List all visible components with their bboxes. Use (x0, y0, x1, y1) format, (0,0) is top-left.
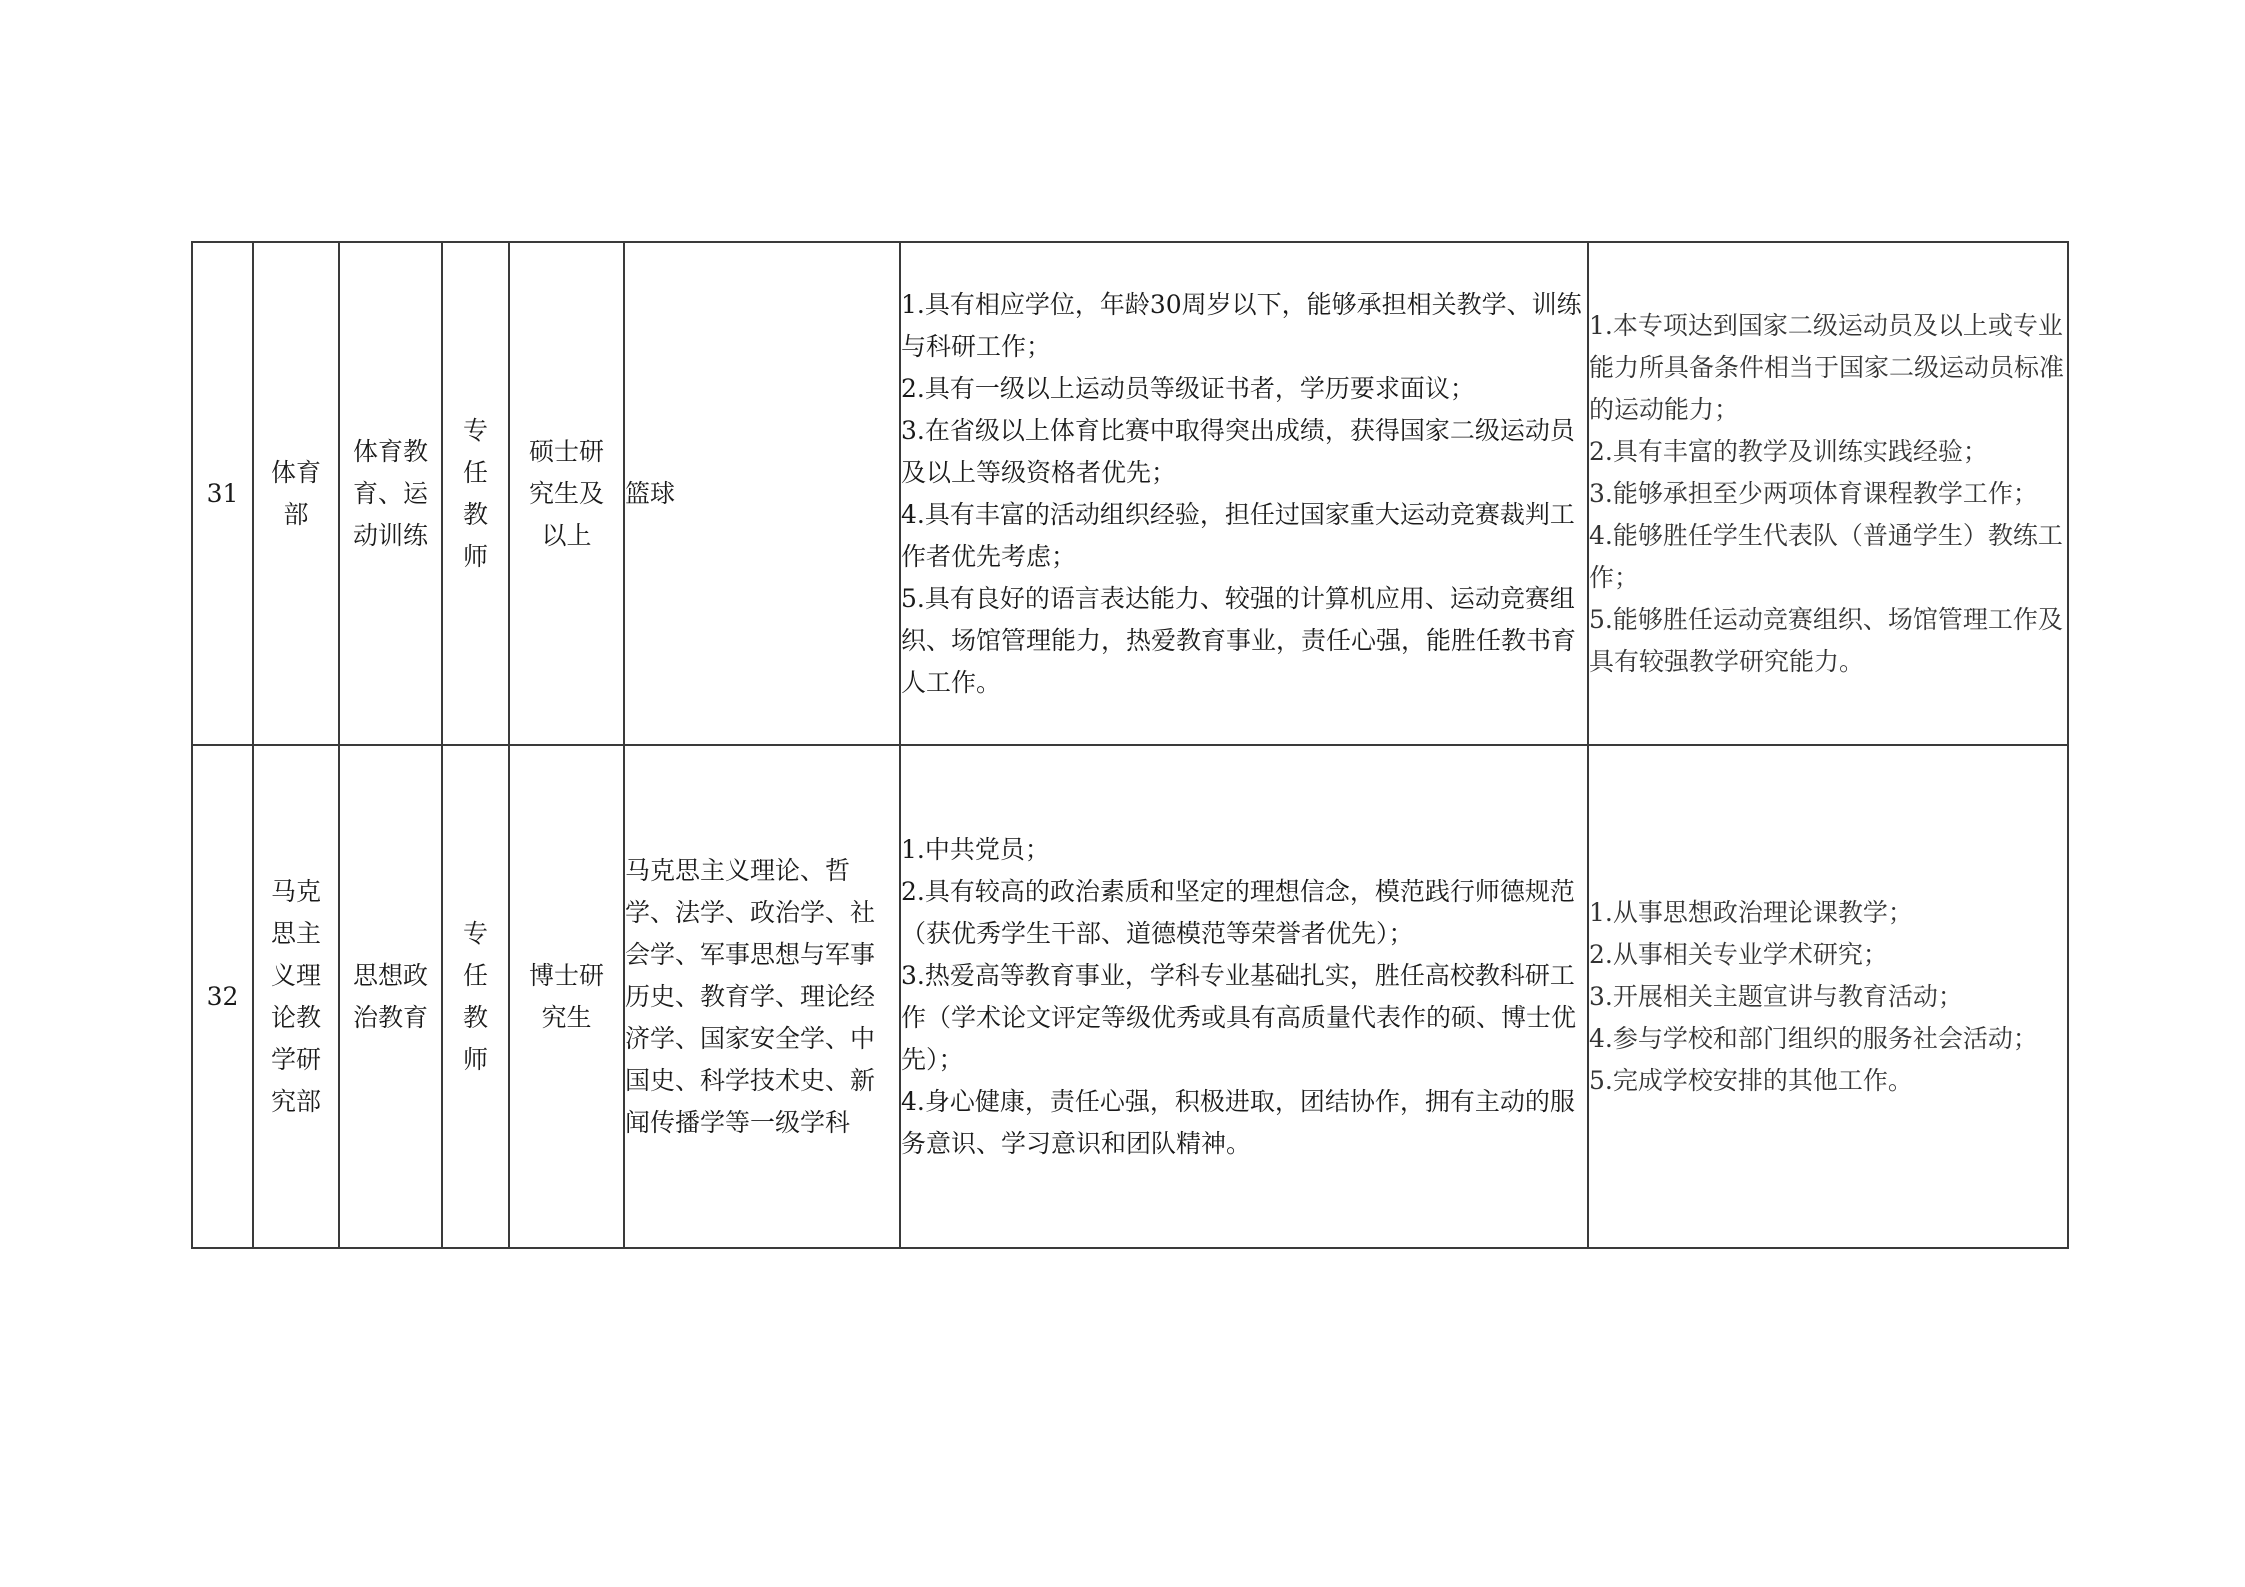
duty-item: 4.参与学校和部门组织的服务社会活动； (1589, 1023, 2038, 1053)
duty-item: 2.从事相关专业学术研究； (1589, 939, 1888, 969)
requirement-item: 3.热爱高等教育事业，学科专业基础扎实，胜任高校教科研工作（学术论文评定等级优秀或具有高质量代表作的硕、博士优先）； (901, 960, 1577, 1074)
requirement-item: 2.具有较高的政治素质和坚定的理想信念，模范践行师德规范（获优秀学生干部、道德模范等荣誉者优先）； (901, 876, 1575, 948)
major: 体育教育、运动训练 (352, 436, 428, 550)
requirement-item: 3.在省级以上体育比赛中取得突出成绩，获得国家二级运动员及以上等级资格者优先； (901, 415, 1575, 487)
department: 体育部 (270, 457, 321, 529)
duty-item: 2.具有丰富的教学及训练实践经验； (1589, 436, 1988, 466)
education-requirement: 博士研究生 (528, 960, 604, 1032)
post-name: 专任教师 (462, 918, 488, 1074)
specialty-cell (624, 242, 900, 745)
duty-item: 3.能够承担至少两项体育课程教学工作； (1589, 478, 2038, 508)
duty-item: 1.本专项达到国家二级运动员及以上或专业能力所具备条件相当于国家二级运动员标准的运动能力； (1589, 310, 2065, 424)
requirement-item: 5.具有良好的语言表达能力、较强的计算机应用、运动竞赛组织、场馆管理能力，热爱教育事业，责任心强，能胜任教书育人工作。 (901, 583, 1577, 697)
requirements-cell (900, 745, 1588, 1248)
position-number-cell (192, 745, 253, 1248)
major: 思想政治教育 (352, 960, 428, 1032)
post-name: 专任教师 (462, 415, 488, 571)
duty-item: 4.能够胜任学生代表队（普通学生）教练工作； (1589, 520, 2063, 592)
requirement-item: 4.身心健康，责任心强，积极进取，团结协作，拥有主动的服务意识、学习意识和团队精神。 (901, 1086, 1575, 1158)
specialty: 篮球 (625, 478, 676, 508)
table-row (192, 242, 2068, 745)
major-cell (339, 745, 442, 1248)
duties-cell (1588, 242, 2068, 745)
table-row (192, 745, 2068, 1248)
post-name-cell (442, 745, 509, 1248)
specialty: 马克思主义理论、哲学、法学、政治学、社会学、军事思想与军事历史、教育学、理论经济学、国家安全学、中国史、科学技术史、新闻传播学等一级学科 (625, 855, 876, 1137)
duty-item: 3.开展相关主题宣讲与教育活动； (1589, 981, 1963, 1011)
table-body (192, 242, 2068, 1248)
duty-item: 1.从事思想政治理论课教学； (1589, 897, 1913, 927)
requirements-cell (900, 242, 1588, 745)
requirement-item: 2.具有一级以上运动员等级证书者，学历要求面议； (901, 373, 1475, 403)
requirement-item: 4.具有丰富的活动组织经验，担任过国家重大运动竞赛裁判工作者优先考虑； (901, 499, 1575, 571)
requirement-item: 1.中共党员； (901, 834, 1050, 864)
recruitment-table (191, 241, 2069, 1249)
department-cell (253, 745, 339, 1248)
specialty-cell (624, 745, 900, 1248)
education-requirement: 硕士研究生及以上 (528, 436, 604, 550)
position-number: 31 (206, 478, 239, 508)
duty-item: 5.完成学校安排的其他工作。 (1589, 1065, 1913, 1095)
major-cell (339, 242, 442, 745)
position-number-cell (192, 242, 253, 745)
duty-item: 5.能够胜任运动竞赛组织、场馆管理工作及具有较强教学研究能力。 (1589, 604, 2063, 676)
department: 马克思主义理论教学研究部 (270, 876, 321, 1116)
duties-cell (1588, 745, 2068, 1248)
education-requirement-cell (509, 242, 624, 745)
position-number: 32 (206, 981, 239, 1011)
post-name-cell (442, 242, 509, 745)
requirement-item: 1.具有相应学位，年龄30周岁以下，能够承担相关教学、训练与科研工作； (901, 289, 1582, 361)
department-cell (253, 242, 339, 745)
education-requirement-cell (509, 745, 624, 1248)
